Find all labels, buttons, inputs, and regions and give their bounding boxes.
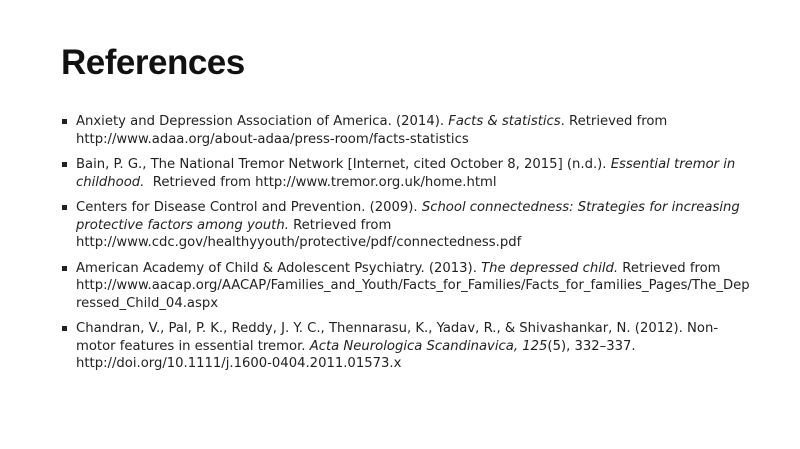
reference-item: [62, 113, 752, 148]
reference-title: School connectedness: Strategies for increasing protective factors among youth.: [76, 200, 740, 233]
reference-text: Centers for Disease Control and Prevention. (2009).: [76, 200, 422, 215]
reference-title: Essential tremor in childhood.: [76, 157, 736, 190]
reference-text: Retrieved from http://www.aacap.org/AACAP/Families_and_Youth/Facts_for_Families/Facts_for_families_Pages/The_Depressed_Child_04.aspx: [76, 260, 750, 311]
reference-item: [62, 320, 752, 373]
reference-text: Anxiety and Depression Association of America. (2014).: [76, 114, 449, 129]
bullet-icon: [62, 266, 67, 271]
reference-text: Retrieved from http://www.cdc.gov/healthyyouth/protective/pdf/connectedness.pdf: [76, 217, 522, 250]
reference-text: . Retrieved from http://www.adaa.org/about-adaa/press-room/facts-statistics: [76, 114, 668, 147]
reference-item: [62, 260, 752, 313]
reference-title: Facts & statistics: [448, 114, 561, 129]
page-title: References: [61, 43, 245, 82]
bullet-icon: [62, 205, 67, 210]
reference-text: American Academy of Child & Adolescent Psychiatry. (2013).: [76, 260, 482, 276]
reference-item: [62, 199, 752, 252]
reference-list: [62, 113, 752, 381]
reference-text: (5), 332–337. http://doi.org/10.1111/j.1600-0404.2011.01573.x: [76, 338, 636, 371]
bullet-icon: [62, 119, 67, 124]
reference-title: The depressed child.: [481, 260, 619, 276]
bullet-icon: [62, 326, 67, 331]
reference-title: Acta Neurologica Scandinavica, 125: [309, 338, 548, 354]
reference-text: Bain, P. G., The National Tremor Network [Internet, cited October 8, 2015] (n.d.).: [76, 157, 611, 172]
reference-text: Retrieved from http://www.tremor.org.uk/home.html: [144, 174, 497, 190]
reference-text: Chandran, V., Pal, P. K., Reddy, J. Y. C., Thennarasu, K., Yadav, R., & Shivashankar, N. (2012). Non-motor features in essential tremor.: [76, 321, 719, 354]
bullet-icon: [62, 162, 67, 167]
reference-item: [62, 156, 752, 191]
